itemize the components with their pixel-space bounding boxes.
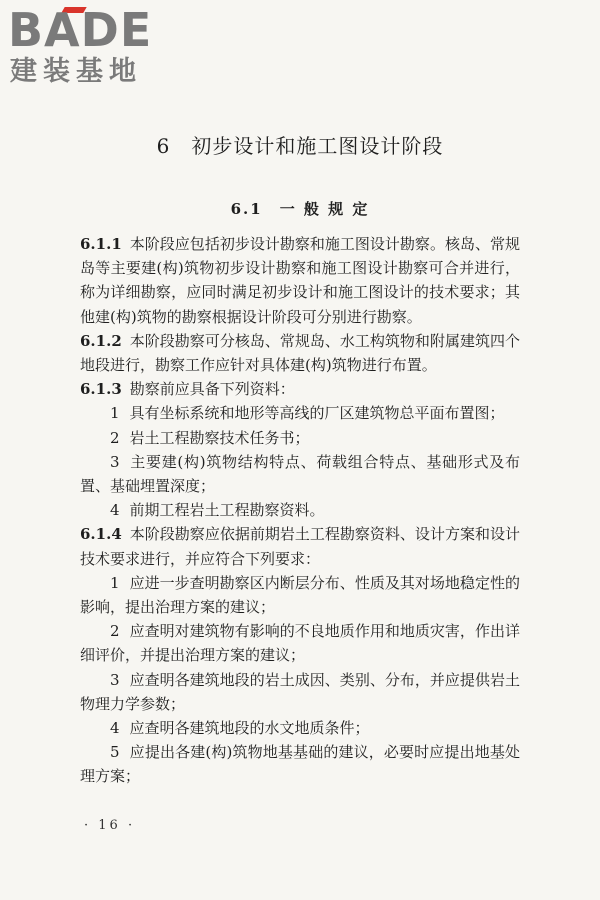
item-number: 3 xyxy=(110,452,120,471)
list-item xyxy=(80,571,520,619)
item-number: 4 xyxy=(110,719,120,738)
list-item xyxy=(80,450,520,498)
item-number: 1 xyxy=(110,573,120,592)
item-text: 岩土工程勘察技术任务书； xyxy=(129,428,310,447)
logo-subtitle: 建装基地 xyxy=(10,56,142,87)
clause-text: 本阶段勘察应依据前期岩土工程勘察资料、设计方案和设计技术要求进行，并应符合下列要求： xyxy=(80,525,520,568)
item-text: 具有坐标系统和地形等高线的厂区建筑物总平面布置图； xyxy=(129,404,505,423)
item-text: 应提出各建(构)筑物地基基础的建议，必要时应提出地基处理方案； xyxy=(80,743,520,786)
list-item xyxy=(80,619,520,667)
item-text: 主要建(构)筑物结构特点、荷载组合特点、基础形式及布置、基础埋置深度； xyxy=(80,452,520,496)
list-item xyxy=(80,426,520,450)
clause-6-1-4 xyxy=(80,522,520,570)
item-number: 1 xyxy=(110,404,120,423)
list-item xyxy=(80,401,520,425)
clause-number: 6.1.1 xyxy=(80,235,122,253)
list-item xyxy=(80,498,520,522)
item-text: 前期工程岩土工程勘察资料。 xyxy=(129,501,325,520)
clause-6-1-3 xyxy=(80,377,520,401)
clause-text: 本阶段应包括初步设计勘察和施工图设计勘察。核岛、常规岛等主要建(构)筑物初步设计勘察和施工图设计勘察可合并进行，称为详细勘察，应同时满足初步设计和施工图设计的技术要求；其他建(构)筑物的勘察根据设计阶段可分别进行勘察。 xyxy=(80,235,520,326)
clause-6-1-1 xyxy=(80,232,520,329)
list-item xyxy=(80,668,520,716)
item-text: 应查明各建筑地段的岩土成因、类别、分布，并应提供岩土物理力学参数； xyxy=(80,670,520,713)
item-number: 4 xyxy=(110,501,120,520)
clause-number: 6.1.2 xyxy=(80,331,122,350)
list-item xyxy=(80,740,520,788)
clause-number: 6.1.3 xyxy=(80,380,122,399)
item-text: 应进一步查明勘察区内断层分布、性质及其对场地稳定性的影响，提出治理方案的建议； xyxy=(80,573,520,617)
item-number: 2 xyxy=(110,428,120,447)
section-title: 6.1 一 般 规 定 xyxy=(230,200,370,218)
item-number: 3 xyxy=(110,670,120,689)
chapter-title: 6 初步设计和施工图设计阶段 xyxy=(156,134,444,158)
list-item xyxy=(80,716,520,740)
document-body xyxy=(80,232,520,789)
page-number: · 16 · xyxy=(84,818,136,833)
clause-text: 勘察前应具备下列资料： xyxy=(129,380,295,399)
item-text: 应查明对建筑物有影响的不良地质作用和地质灾害，作出详细评价，并提出治理方案的建议； xyxy=(80,622,520,665)
clause-6-1-2 xyxy=(80,329,520,377)
item-number: 5 xyxy=(110,743,120,762)
logo xyxy=(8,4,178,92)
logo-wordmark: BADE xyxy=(8,3,153,57)
item-text: 应查明各建筑地段的水文地质条件； xyxy=(129,719,370,738)
clause-text: 本阶段勘察可分核岛、常规岛、水工构筑物和附属建筑四个地段进行，勘察工作应针对具体建(构)筑物进行布置。 xyxy=(80,331,520,375)
item-number: 2 xyxy=(110,622,120,641)
clause-number: 6.1.4 xyxy=(80,525,122,544)
